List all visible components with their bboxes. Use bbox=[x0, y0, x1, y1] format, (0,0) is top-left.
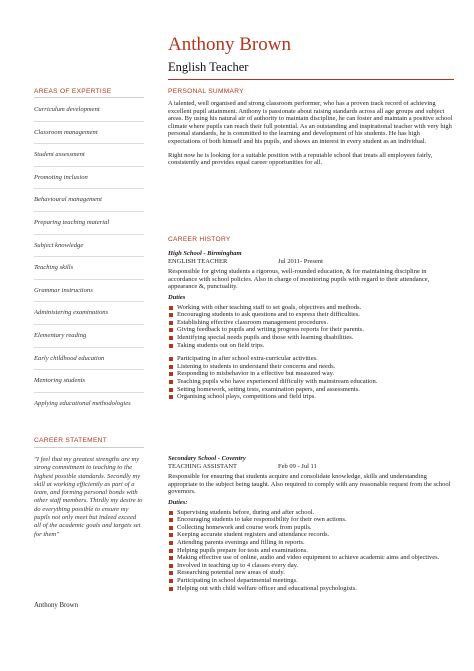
list-item: Listening to students to understand their concerns and needs. bbox=[168, 363, 453, 371]
duties-label: Duties bbox=[168, 293, 186, 301]
list-item: Working with other teaching staff to set goals, objectives and methods. bbox=[168, 304, 453, 312]
job-description: Responsible for giving students a rigorous, well-rounded education, & for maintaining discipline in accordance with school policies. Also in charge of monitoring pupils with regard to their attendance, appearance &, punctuality. bbox=[168, 268, 430, 291]
list-item: Making effective use of online, audio and video equipment to achieve academic aims and objectives. bbox=[168, 554, 453, 562]
expertise-item: Elementary reading bbox=[34, 331, 87, 339]
summary-heading: PERSONAL SUMMARY bbox=[168, 88, 244, 95]
job-school: High School - Birmingham bbox=[168, 250, 242, 257]
expertise-item: Mentoring students bbox=[34, 377, 86, 385]
expertise-item: Promoting inclusion bbox=[34, 173, 88, 181]
job-role: TEACHING ASSISTANT bbox=[168, 462, 237, 470]
job-school: Secondary School - Coventry bbox=[168, 455, 246, 462]
expertise-item: Early childhood education bbox=[34, 354, 105, 362]
list-item: Teaching pupils who have experienced difficulty with mainstream education. bbox=[168, 378, 453, 386]
expertise-item: Teaching skills bbox=[34, 264, 74, 272]
duties-label: Duties: bbox=[168, 498, 188, 506]
job-description: Responsible for ensuring that students acquire and consolidate knowledge, skills and understanding appropriate to the subject being taught. Also required to comply with any reasonable request from the school governors. bbox=[168, 473, 451, 496]
list-item: Helping pupils prepare for tests and examinations. bbox=[168, 547, 453, 555]
list-item: Taking students out on field trips. bbox=[168, 342, 453, 350]
expertise-rule bbox=[34, 97, 144, 98]
list-item: Supervising students before, during and after school. bbox=[168, 509, 453, 517]
expertise-item: Grammar instructions bbox=[34, 286, 93, 294]
list-item: Identifying special needs pupils and those with learning disabilities. bbox=[168, 334, 453, 342]
expertise-item: Student assessment bbox=[34, 151, 85, 159]
list-item: Keeping accurate student registers and attendance records. bbox=[168, 531, 453, 539]
expertise-heading: AREAS OF EXPERTISE bbox=[34, 88, 112, 95]
list-item: Collecting homework and course work from pupils. bbox=[168, 524, 453, 532]
header-rule bbox=[168, 79, 454, 80]
expertise-list bbox=[34, 106, 144, 408]
expertise-item: Preparing teaching material bbox=[34, 218, 110, 226]
list-item: Helping out with child welfare officer and educational psychologists. bbox=[168, 585, 453, 593]
career-statement: "I feel that my greatest strengths are my strong commitment to teaching to the highest possible standards. Secondly my skill at working efficiently as part of a team, and forming personal bonds with other staff members. Thirdly my desire to do everything possible to ensure my pupils not only meet but indeed exceed all of the academic goals and targets set for them" bbox=[34, 456, 143, 538]
list-item: Encouraging students to take responsibility for their own actions. bbox=[168, 516, 453, 524]
duties-list bbox=[168, 304, 453, 350]
summary-paragraph: Right now he is looking for a suitable position with a reputable school that treats all employees fairly, consistently and provides equal career opportunities for all. bbox=[168, 151, 433, 167]
job-dates: Jul 2011- Present bbox=[278, 257, 323, 265]
list-item: Organising school plays, competitions and field trips. bbox=[168, 393, 453, 401]
expertise-item: Subject knowledge bbox=[34, 241, 84, 249]
statement-heading: CAREER STATEMENT bbox=[34, 437, 108, 444]
expertise-item: Behavioural management bbox=[34, 196, 102, 204]
list-item: Responding to misbehavior in a effective but measured way. bbox=[168, 370, 453, 378]
list-item: Researching potential new areas of study. bbox=[168, 569, 453, 577]
expertise-item: Classroom management bbox=[34, 128, 98, 136]
list-item: Giving feedback to pupils and writing progress reports for their parents. bbox=[168, 326, 453, 334]
summary-paragraph: A talented, well organised and strong classroom performer, who has a proven track record of achieving excellent pupil attainment. Anthony is passionate about raising standards across all age groups and subject areas. By using his natural air of authority to maintain discipline, he can foster and maintain a positive school climate where pupils can reach their full potential. As an outstanding and inspirational teacher with very high personal standards, he is committed to the learning and development of his students. He has high expectations of both himself and his pupils, and shows an interest in every student as an individual. bbox=[168, 100, 453, 145]
expertise-item: Curriculum development bbox=[34, 106, 100, 113]
summary-section bbox=[168, 100, 453, 173]
duties-list bbox=[168, 355, 453, 401]
list-item: Establishing effective classroom management procedures. bbox=[168, 319, 453, 327]
list-item: Participating in school departmental meetings. bbox=[168, 577, 453, 585]
list-item: Involved in teaching up to 4 classes every day. bbox=[168, 562, 453, 570]
list-item: Setting homework, setting tests, examination papers, and assessments. bbox=[168, 386, 453, 394]
expertise-item: Administering examinations bbox=[34, 309, 109, 317]
history-heading: CAREER HISTORY bbox=[168, 236, 231, 243]
expertise-item: Applying educational methodologies bbox=[34, 399, 131, 407]
job-1 bbox=[168, 250, 453, 401]
candidate-name: Anthony Brown bbox=[168, 34, 291, 55]
job-dates: Feb 09 - Jul 11 bbox=[278, 462, 317, 470]
list-item: Participating in after school extra-curricular activities. bbox=[168, 355, 453, 363]
job-title: English Teacher bbox=[168, 60, 249, 74]
list-item: Attending parents evenings and filling in reports. bbox=[168, 539, 453, 547]
list-item: Encouraging students to ask questions and to express their difficulties. bbox=[168, 311, 453, 319]
job-role: ENGLISH TEACHER bbox=[168, 257, 228, 265]
duties-list bbox=[168, 509, 453, 593]
job-2 bbox=[168, 455, 453, 592]
statement-rule bbox=[34, 447, 144, 448]
signature: Anthony Brown bbox=[34, 602, 78, 609]
